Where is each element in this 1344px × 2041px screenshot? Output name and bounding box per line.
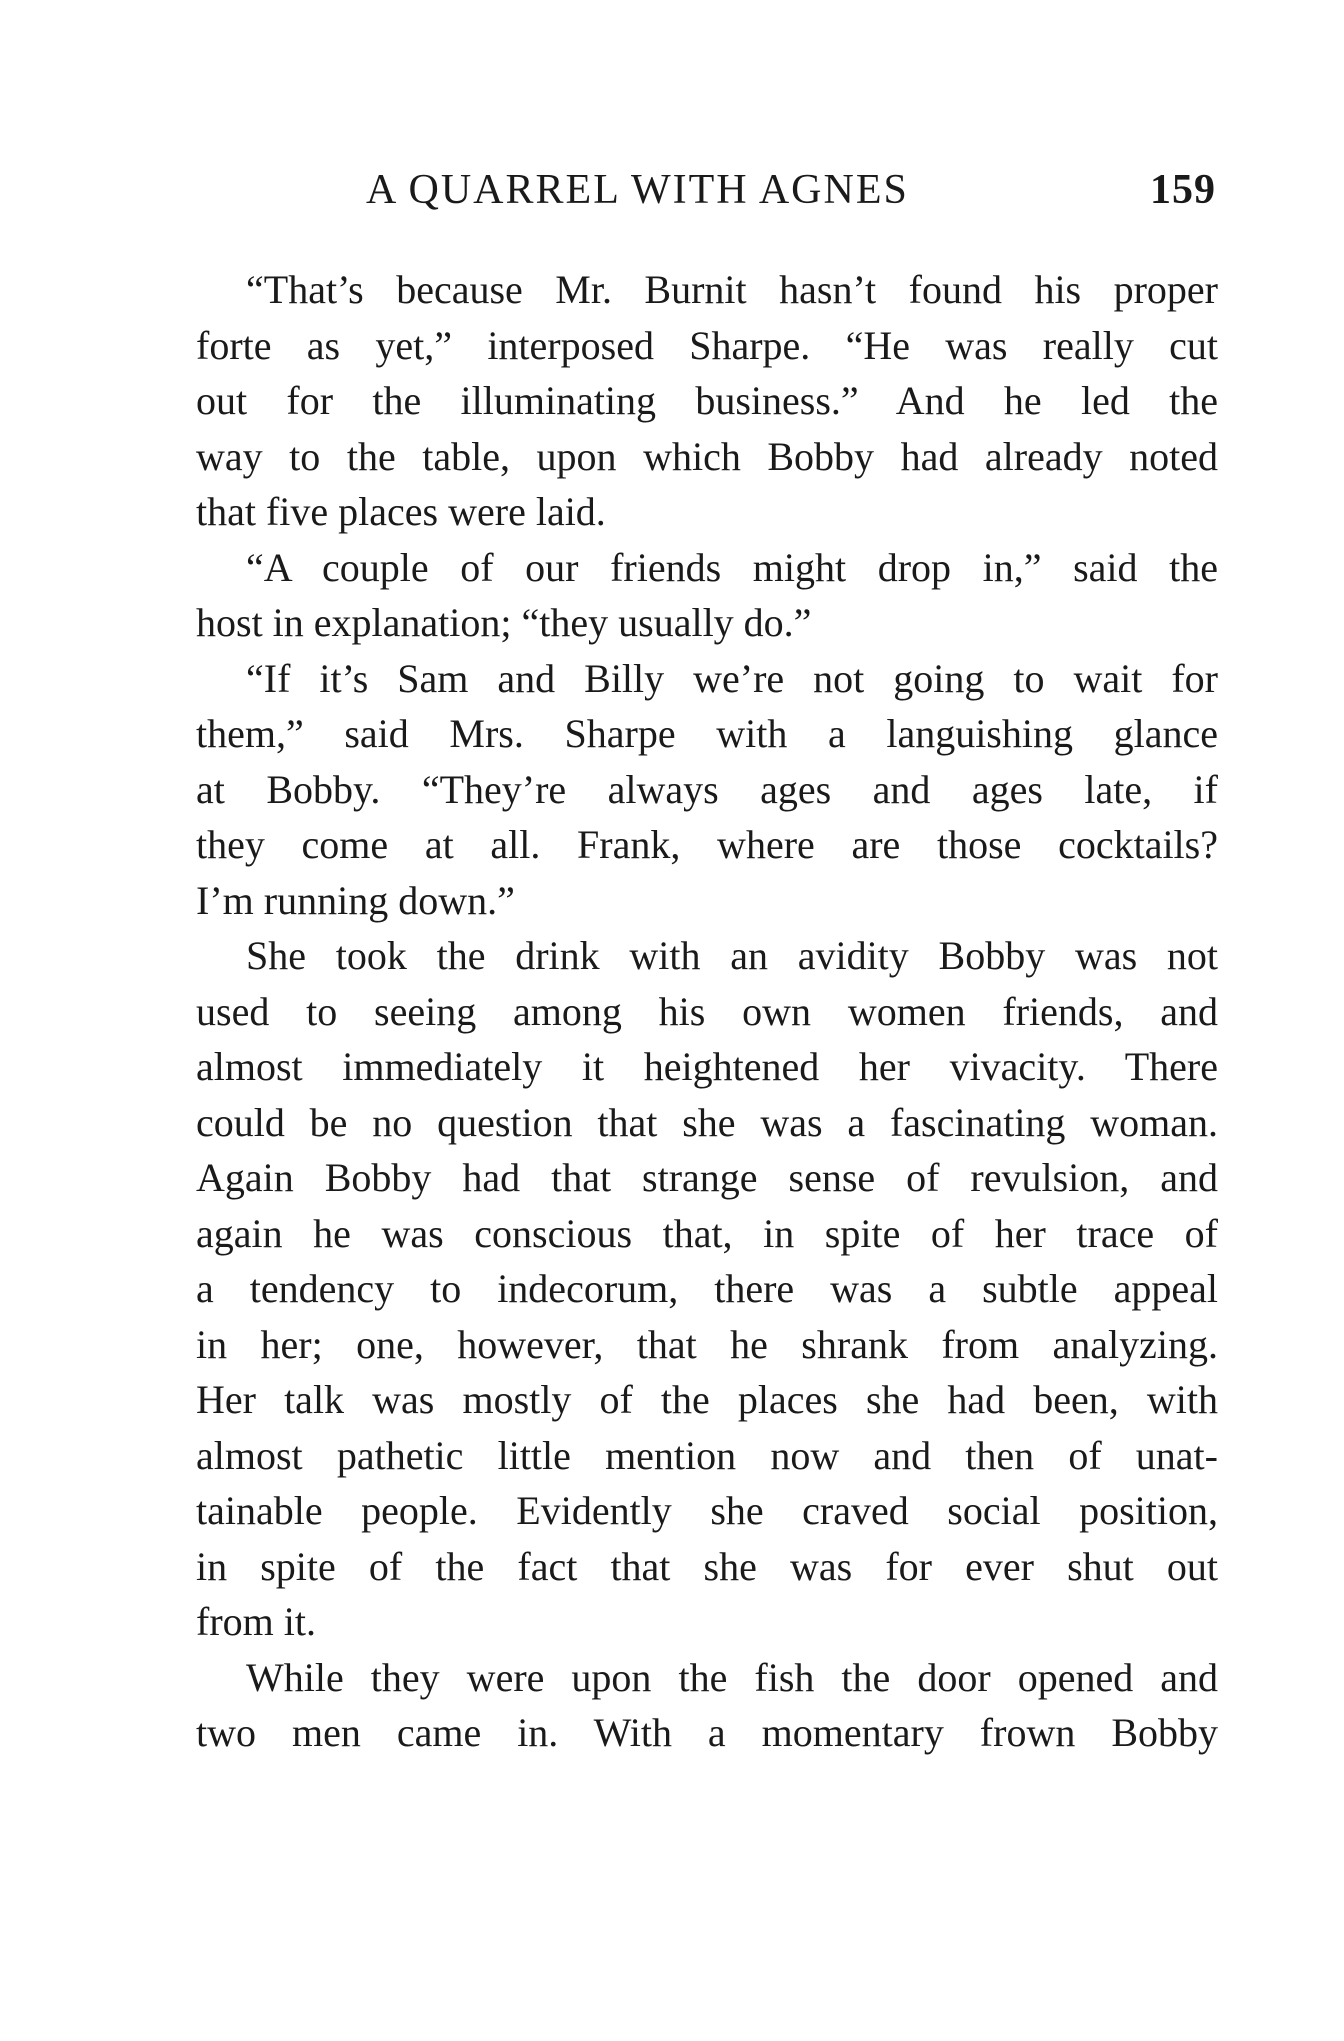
running-head — [196, 166, 1216, 226]
text-line: forte as yet,” interposed Sharpe. “He was really cut — [196, 322, 1218, 368]
paragraph — [196, 928, 1218, 1650]
text-line: used to seeing among his own women friends, and — [196, 988, 1218, 1034]
text-line: in her; one, however, that he shrank from analyzing. — [196, 1321, 1218, 1367]
text-line: out for the illuminating business.” And he led the — [196, 378, 1218, 423]
text-line: again he was conscious that, in spite of her trace of — [196, 1210, 1218, 1256]
text-line: from it. — [196, 1599, 316, 1644]
text-line: almost pathetic little mention now and then of unat- — [196, 1432, 1218, 1478]
text-line: While they were upon the fish the door opened and — [246, 1654, 1218, 1700]
page-number: 159 — [1150, 167, 1216, 213]
text-line: them,” said Mrs. Sharpe with a languishing glance — [196, 711, 1218, 756]
text-line: She took the drink with an avidity Bobby was not — [246, 933, 1218, 978]
text-line: in spite of the fact that she was for ever shut out — [196, 1543, 1218, 1589]
text-line: “A couple of our friends might drop in,” said the — [246, 544, 1218, 590]
running-title: A QUARREL WITH AGNES — [366, 167, 909, 213]
paragraph — [196, 651, 1218, 929]
paragraph — [196, 262, 1218, 540]
text-line: tainable people. Evidently she craved social position, — [196, 1488, 1218, 1533]
text-line: two men came in. With a momentary frown Bobby — [196, 1710, 1218, 1755]
text-line: almost immediately it heightened her vivacity. There — [196, 1044, 1218, 1089]
text-line: Her talk was mostly of the places she had been, with — [196, 1377, 1218, 1422]
text-line: at Bobby. “They’re always ages and ages late, if — [196, 766, 1218, 812]
text-line: that five places were laid. — [196, 489, 606, 534]
paragraph — [196, 1650, 1218, 1761]
text-line: host in explanation; “they usually do.” — [196, 600, 812, 645]
text-line: a tendency to indecorum, there was a subtle appeal — [196, 1266, 1218, 1311]
text-line: could be no question that she was a fascinating woman. — [196, 1099, 1218, 1145]
text-line: Again Bobby had that strange sense of revulsion, and — [196, 1155, 1218, 1200]
body-text — [196, 262, 1218, 1761]
text-line: they come at all. Frank, where are those cocktails? — [196, 822, 1218, 867]
text-line: “That’s because Mr. Burnit hasn’t found his proper — [246, 267, 1218, 312]
paragraph — [196, 540, 1218, 651]
text-line: way to the table, upon which Bobby had already noted — [196, 433, 1218, 479]
text-line: “If it’s Sam and Billy we’re not going to wait for — [246, 655, 1218, 701]
text-line: I’m running down.” — [196, 877, 515, 923]
